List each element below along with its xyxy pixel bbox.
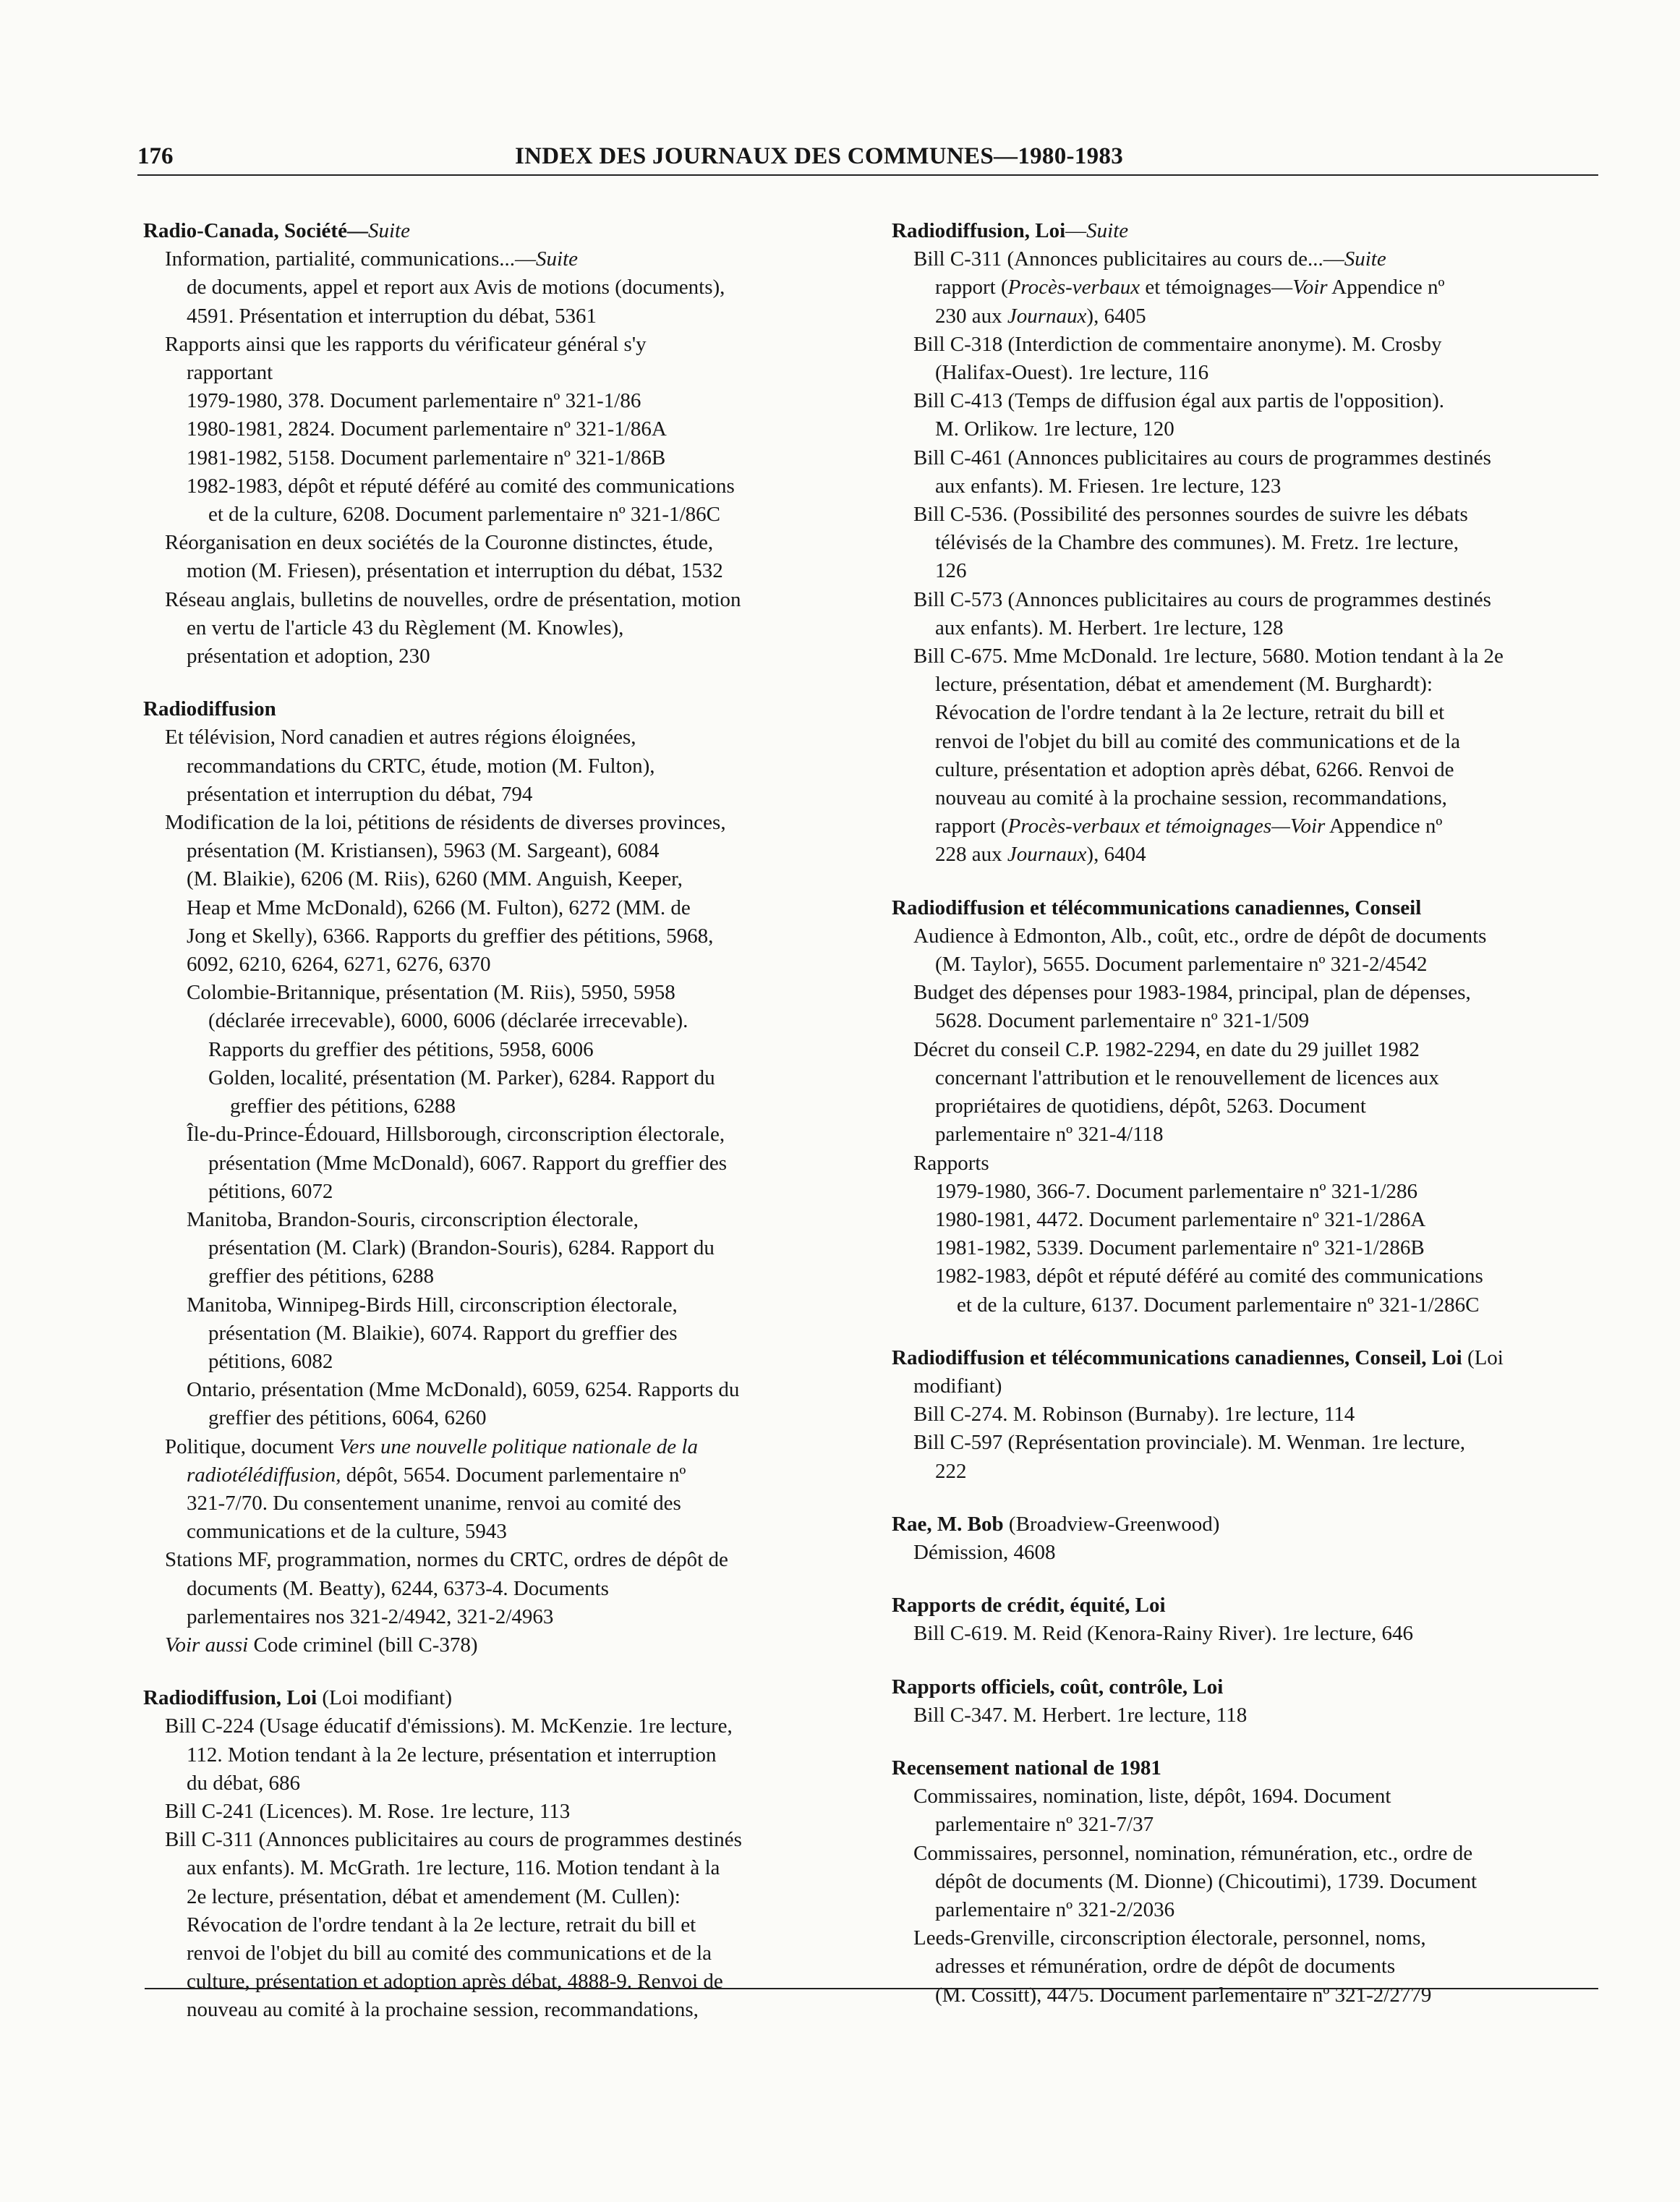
entry-heading [892, 1754, 1615, 1782]
entry-line [892, 302, 1615, 331]
text-run: 6092, 6210, 6264, 6271, 6276, 6370 [187, 953, 491, 977]
text-run: Réorganisation en deux sociétés de la Couronne distinctes, étude, [165, 531, 714, 555]
text-run: Procès-verbaux [1007, 276, 1140, 299]
entry-line [892, 1620, 1615, 1648]
entry-line [892, 671, 1615, 699]
entry-line [892, 1840, 1615, 1868]
text-run: 222 [935, 1459, 967, 1483]
entry-line [892, 1291, 1615, 1319]
entry-line [892, 557, 1615, 585]
entry-line [892, 951, 1615, 979]
text-run: Voir aussi [165, 1633, 249, 1657]
text-run: présentation (M. Blaikie), 6074. Rapport du greffier des [208, 1321, 678, 1345]
text-run: Rapports du greffier des pétitions, 5958, 6006 [208, 1037, 594, 1061]
entry-line [143, 1854, 866, 1882]
entry-line [143, 359, 866, 387]
text-run: télévisés de la Chambre des communes). M. Fretz. 1re lecture, [935, 531, 1459, 555]
entry-line [892, 331, 1615, 359]
entry-heading [143, 1684, 866, 1712]
entry-line [143, 1798, 866, 1826]
entry-line [143, 865, 866, 893]
entry-line [143, 1007, 866, 1035]
entry-line [143, 1489, 866, 1518]
text-run: Suite [367, 219, 410, 242]
text-run: Bill C-573 (Annonces publicitaires au cours de programmes destinés [913, 587, 1491, 611]
text-run: 4591. Présentation et interruption du débat, 5361 [187, 304, 597, 328]
text-run: et de la culture, 6137. Document parlementaire nº 321-1/286C [957, 1293, 1480, 1317]
entry-line [892, 1007, 1615, 1035]
entry-line [143, 1206, 866, 1234]
text-run: Appendice nº [1325, 815, 1443, 838]
entry-line [143, 1968, 866, 1996]
entry-line [143, 1546, 866, 1574]
text-run: Commissaires, nomination, liste, dépôt, 1694. Document [913, 1785, 1391, 1808]
text-run: Bill C-413 (Temps de diffusion égal aux partis de l'opposition). [913, 389, 1445, 413]
entry-line [892, 1234, 1615, 1262]
entry-line [143, 837, 866, 865]
entry-line [892, 529, 1615, 557]
text-run: Bill C-311 (Annonces publicitaires au cours de...— [913, 247, 1344, 271]
text-run: adresses et rémunération, ordre de dépôt de documents [935, 1955, 1396, 1978]
text-run: (M. Cossitt), 4475. Document parlementaire nº 321-2/2779 [935, 1983, 1432, 2007]
entry-line [143, 752, 866, 781]
text-run: Suite [536, 247, 579, 271]
text-run: culture, présentation et adoption après débat, 4888-9. Renvoi de [187, 1970, 723, 1994]
text-run: (Halifax-Ouest). 1re lecture, 116 [935, 361, 1209, 385]
index-entry [892, 1591, 1615, 1648]
entry-line [892, 979, 1615, 1007]
entry-line [143, 529, 866, 557]
text-run: en vertu de l'article 43 du Règlement (M. Knowles), [187, 616, 624, 639]
entry-line [143, 245, 866, 273]
text-run: Procès-verbaux et témoignages—Voir [1007, 815, 1326, 838]
running-title: INDEX DES JOURNAUX DES COMMUNES—1980-1983 [515, 143, 1124, 169]
text-run: documents (M. Beatty), 6244, 6373-4. Documents [187, 1576, 609, 1600]
index-entry [892, 894, 1615, 1319]
index-entry [143, 217, 866, 671]
index-column-left [143, 217, 866, 2049]
entry-line [143, 922, 866, 951]
entry-line [892, 1868, 1615, 1896]
text-run: 1981-1982, 5158. Document parlementaire nº 321-1/86B [187, 446, 666, 469]
entry-line [892, 273, 1615, 302]
text-run: ), 6404 [1086, 843, 1146, 867]
entry-line [892, 1539, 1615, 1567]
text-run: Golden, localité, présentation (M. Parker), 6284. Rapport du [208, 1066, 715, 1089]
text-run: Journaux [1007, 843, 1087, 867]
entry-line [892, 1924, 1615, 1952]
entry-line [892, 501, 1615, 529]
text-run: 1979-1980, 366-7. Document parlementaire nº 321-1/286 [935, 1179, 1417, 1203]
entry-line [892, 1811, 1615, 1839]
text-run: Vers une nouvelle politique nationale de la [338, 1434, 698, 1458]
index-entry [892, 1754, 1615, 2010]
text-run: (Loi [1462, 1346, 1504, 1369]
entry-line [892, 1036, 1615, 1064]
entry-line [143, 1518, 866, 1546]
text-run: Rapports de crédit, équité, Loi [892, 1594, 1166, 1618]
entry-line [143, 1433, 866, 1461]
index-entry [892, 1673, 1615, 1730]
text-run: Ontario, présentation (Mme McDonald), 6059, 6254. Rapports du [187, 1378, 740, 1402]
page-number: 176 [137, 143, 174, 169]
entry-line [892, 1952, 1615, 1981]
entry-heading [143, 217, 866, 245]
entry-line [143, 586, 866, 614]
text-run: rapport ( [935, 815, 1008, 838]
entry-line [143, 1461, 866, 1489]
text-run: pétitions, 6082 [208, 1349, 333, 1373]
text-run: 1979-1980, 378. Document parlementaire nº 321-1/86 [187, 389, 641, 413]
entry-line [143, 387, 866, 415]
entry-line [143, 1149, 866, 1178]
entry-line [892, 1400, 1615, 1429]
text-run: Heap et Mme McDonald), 6266 (M. Fulton), 6272 (MM. de [187, 896, 691, 919]
index-entry [143, 695, 866, 1659]
text-run: parlementaire nº 321-4/118 [935, 1123, 1164, 1147]
text-run: présentation et interruption du débat, 794 [187, 782, 533, 806]
text-run: de documents, appel et report aux Avis de motions (documents), [187, 276, 725, 299]
entry-line [892, 699, 1615, 727]
text-run: Bill C-347. M. Herbert. 1re lecture, 118 [913, 1703, 1248, 1727]
entry-line [143, 809, 866, 837]
text-run: Budget des dépenses pour 1983-1984, principal, plan de dépenses, [913, 981, 1471, 1005]
text-run: M. Orlikow. 1re lecture, 120 [935, 417, 1174, 441]
text-run: présentation (M. Kristiansen), 5963 (M. Sargeant), 6084 [187, 839, 660, 863]
entry-line [143, 1911, 866, 1939]
entry-line [143, 1404, 866, 1432]
entry-line [892, 415, 1615, 443]
text-run: et témoignages— [1140, 276, 1293, 299]
text-run: parlementaire nº 321-2/2036 [935, 1897, 1175, 1921]
entry-line [143, 951, 866, 979]
entry-line [892, 614, 1615, 642]
text-run: 2e lecture, présentation, débat et amendement (M. Cullen): [187, 1884, 681, 1908]
text-run: culture, présentation et adoption après débat, 6266. Renvoi de [935, 757, 1454, 781]
text-run: présentation (Mme McDonald), 6067. Rapport du greffier des [208, 1151, 728, 1175]
entry-line [143, 1262, 866, 1291]
text-run: Colombie-Britannique, présentation (M. Riis), 5950, 5958 [187, 981, 675, 1005]
entry-line [143, 444, 866, 472]
index-entry [892, 217, 1615, 870]
text-run: Modification de la loi, pétitions de résidents de diverses provinces, [165, 811, 726, 835]
entry-line [143, 1883, 866, 1911]
text-run: Manitoba, Winnipeg-Birds Hill, circonscription électorale, [187, 1293, 678, 1317]
text-run: Voir [1292, 276, 1328, 299]
entry-line [892, 784, 1615, 812]
text-run: Radiodiffusion et télécommunications canadiennes, Conseil [892, 896, 1422, 919]
entry-line [892, 387, 1615, 415]
text-run: renvoi de l'objet du bill au comité des communications et de la [935, 729, 1461, 753]
text-run: propriétaires de quotidiens, dépôt, 5263. Document [935, 1094, 1366, 1118]
text-run: 321-7/70. Du consentement unanime, renvoi au comité des [187, 1491, 681, 1515]
text-run: Rapports ainsi que les rapports du vérificateur général s'y [165, 332, 647, 356]
entry-line [892, 1092, 1615, 1121]
entry-line [143, 1603, 866, 1631]
text-run: 1980-1981, 4472. Document parlementaire nº 321-1/286A [935, 1207, 1426, 1231]
text-run: motion (M. Friesen), présentation et interruption du débat, 1532 [187, 559, 723, 583]
text-run: renvoi de l'objet du bill au comité des communications et de la [187, 1941, 712, 1965]
entry-line [143, 1741, 866, 1769]
text-run: Bill C-461 (Annonces publicitaires au cours de programmes destinés [913, 446, 1491, 469]
text-run: Bill C-241 (Licences). M. Rose. 1re lecture, 113 [165, 1799, 571, 1823]
text-run: Bill C-536. (Possibilité des personnes sourdes de suivre les débats [913, 503, 1468, 527]
text-run: Bill C-597 (Représentation provinciale). M. Wenman. 1re lecture, [913, 1431, 1465, 1455]
text-run: Bill C-318 (Interdiction de commentaire anonyme). M. Crosby [913, 332, 1442, 356]
text-run: 5628. Document parlementaire nº 321-1/509 [935, 1009, 1310, 1033]
entry-line [143, 331, 866, 359]
entry-line [143, 1631, 866, 1659]
entry-line [892, 1372, 1615, 1400]
text-run: Information, partialité, communications...— [165, 247, 537, 271]
entry-line [892, 1896, 1615, 1924]
entry-line [143, 1712, 866, 1740]
entry-line [143, 1996, 866, 2024]
entry-line [143, 1826, 866, 1854]
entry-line [892, 586, 1615, 614]
index-entry [892, 1510, 1615, 1567]
text-run: et de la culture, 6208. Document parlementaire nº 321-1/86C [208, 503, 720, 527]
index-entry [143, 1684, 866, 2024]
text-run: présentation et adoption, 230 [187, 645, 430, 668]
index-column-right [892, 217, 1615, 2034]
text-run: dépôt, 5654. Document parlementaire nº [341, 1463, 686, 1487]
entry-line [892, 922, 1615, 951]
text-run: radiotélédiffusion, [187, 1463, 341, 1487]
text-run: Radiodiffusion, Loi [892, 219, 1066, 242]
text-run: 112. Motion tendant à la 2e lecture, présentation et interruption [187, 1743, 717, 1767]
entry-line [892, 1149, 1615, 1178]
entry-heading [892, 1591, 1615, 1620]
text-run: parlementaire nº 321-7/37 [935, 1813, 1154, 1837]
entry-line [892, 245, 1615, 273]
text-run: pétitions, 6072 [208, 1179, 333, 1203]
entry-heading [892, 1673, 1615, 1701]
text-run: Et télévision, Nord canadien et autres régions éloignées, [165, 726, 636, 749]
entry-heading [143, 695, 866, 723]
text-run: lecture, présentation, débat et amendement (M. Burghardt): [935, 673, 1433, 697]
entry-line [143, 1376, 866, 1404]
text-run: Radiodiffusion et télécommunications canadiennes, Conseil, Loi [892, 1346, 1462, 1369]
text-run: ), 6405 [1086, 304, 1146, 328]
text-run: Suite [1344, 247, 1386, 271]
text-run: Suite [1086, 219, 1129, 242]
text-run: Jong et Skelly), 6366. Rapports du greffier des pétitions, 5968, [187, 924, 714, 948]
entry-line [143, 415, 866, 443]
text-run: présentation (M. Clark) (Brandon-Souris), 6284. Rapport du [208, 1236, 715, 1260]
text-run: 1982-1983, dépôt et réputé déféré au comité des communications [187, 474, 735, 498]
entry-line [143, 557, 866, 585]
text-run: Manitoba, Brandon-Souris, circonscription électorale, [187, 1207, 639, 1231]
entry-line [892, 1701, 1615, 1730]
entry-line [892, 756, 1615, 784]
text-run: greffier des pétitions, 6288 [208, 1264, 434, 1288]
entry-line [892, 1121, 1615, 1149]
text-run: recommandations du CRTC, étude, motion (M. Fulton), [187, 754, 655, 778]
text-run: Rapports [913, 1151, 989, 1175]
entry-line [892, 1782, 1615, 1811]
text-run: aux enfants). M. McGrath. 1re lecture, 116. Motion tendant à la [187, 1856, 720, 1880]
entry-line [892, 841, 1615, 869]
entry-heading [892, 1510, 1615, 1539]
text-run: aux enfants). M. Friesen. 1re lecture, 123 [935, 474, 1282, 498]
text-run: modifiant) [913, 1374, 1002, 1398]
text-run: 126 [935, 559, 967, 583]
index-entry [892, 1344, 1615, 1486]
text-run: rapportant [187, 361, 273, 385]
text-run: nouveau au comité à la prochaine session, recommandations, [935, 786, 1447, 810]
text-run: Bill C-311 (Annonces publicitaires au cours de programmes destinés [165, 1828, 742, 1852]
entry-line [143, 1291, 866, 1319]
entry-line [892, 359, 1615, 387]
entry-line [143, 614, 866, 642]
entry-heading [892, 894, 1615, 922]
text-run: Bill C-224 (Usage éducatif d'émissions). M. McKenzie. 1re lecture, [165, 1714, 733, 1738]
entry-line [143, 302, 866, 331]
entry-line [143, 1064, 866, 1092]
text-run: Audience à Edmonton, Alb., coût, etc., ordre de dépôt de documents [913, 924, 1487, 948]
text-run: Leeds-Grenville, circonscription électorale, personnel, noms, [913, 1926, 1426, 1950]
entry-line [143, 1348, 866, 1376]
text-run: Rae, M. Bob [892, 1512, 1004, 1536]
text-run: Révocation de l'ordre tendant à la 2e lecture, retrait du bill et [935, 701, 1445, 725]
text-run: Code criminel (bill C-378) [248, 1633, 478, 1657]
text-run: communications et de la culture, 5943 [187, 1520, 507, 1544]
entry-line [143, 1036, 866, 1064]
entry-line [143, 723, 866, 752]
text-run: concernant l'attribution et le renouvellement de licences aux [935, 1066, 1439, 1089]
entry-line [143, 1939, 866, 1968]
entry-line [892, 642, 1615, 671]
text-run: Rapports officiels, coût, contrôle, Loi [892, 1675, 1224, 1699]
entry-line [143, 1178, 866, 1206]
entry-line [143, 1575, 866, 1603]
text-run: Radiodiffusion, Loi [143, 1686, 317, 1710]
text-run: Démission, 4608 [913, 1540, 1056, 1564]
text-run: Radio-Canada, Société [143, 219, 347, 242]
entry-line [143, 1319, 866, 1348]
entry-line [143, 1234, 866, 1262]
text-run: nouveau au comité à la prochaine session, recommandations, [187, 1998, 699, 2022]
text-run: (déclarée irrecevable), 6000, 6006 (déclarée irrecevable). [208, 1009, 688, 1033]
entry-line [143, 781, 866, 809]
entry-line [892, 1178, 1615, 1206]
entry-line [892, 472, 1615, 501]
text-run: — [1065, 219, 1087, 242]
header-rule [137, 174, 1598, 176]
entry-line [143, 979, 866, 1007]
text-run: Décret du conseil C.P. 1982-2294, en date du 29 juillet 1982 [913, 1037, 1420, 1061]
text-run: Recensement national de 1981 [892, 1756, 1161, 1780]
text-run: 1982-1983, dépôt et réputé déféré au comité des communications [935, 1264, 1483, 1288]
text-run: 228 aux [935, 843, 1007, 867]
text-run: greffier des pétitions, 6288 [230, 1094, 456, 1118]
text-run: Politique, document [165, 1434, 339, 1458]
entry-line [892, 812, 1615, 841]
entry-line [143, 472, 866, 501]
text-run: Journaux [1007, 304, 1087, 328]
text-run: Appendice nº [1327, 276, 1445, 299]
text-run: 1980-1981, 2824. Document parlementaire nº 321-1/86A [187, 417, 667, 441]
text-run: Stations MF, programmation, normes du CRTC, ordres de dépôt de [165, 1548, 728, 1572]
text-run: rapport ( [935, 276, 1008, 299]
entry-line [143, 1121, 866, 1149]
text-run: — [346, 219, 368, 242]
footer-rule [145, 1988, 1598, 1989]
text-run: (Broadview-Greenwood) [1003, 1512, 1220, 1536]
entry-line [143, 273, 866, 302]
entry-line [892, 728, 1615, 756]
entry-line [892, 1064, 1615, 1092]
text-run: (Loi modifiant) [317, 1686, 452, 1710]
entry-heading [892, 1344, 1615, 1372]
text-run: parlementaires nos 321-2/4942, 321-2/4963 [187, 1604, 554, 1628]
entry-line [143, 642, 866, 671]
text-run: (M. Blaikie), 6206 (M. Riis), 6260 (MM. Anguish, Keeper, [187, 867, 683, 891]
text-run: Radiodiffusion [143, 697, 276, 721]
entry-line [892, 1429, 1615, 1457]
text-run: 1981-1982, 5339. Document parlementaire nº 321-1/286B [935, 1236, 1425, 1260]
page-header [137, 143, 1598, 175]
text-run: Révocation de l'ordre tendant à la 2e lecture, retrait du bill et [187, 1913, 696, 1937]
entry-line [892, 1981, 1615, 2010]
entry-line [143, 501, 866, 529]
entry-line [143, 894, 866, 922]
entry-line [143, 1769, 866, 1798]
text-run: dépôt de documents (M. Dionne) (Chicoutimi), 1739. Document [935, 1869, 1478, 1893]
text-run: Commissaires, personnel, nomination, rémunération, etc., ordre de [913, 1841, 1473, 1865]
text-run: Réseau anglais, bulletins de nouvelles, ordre de présentation, motion [165, 587, 741, 611]
entry-line [892, 444, 1615, 472]
text-run: 230 aux [935, 304, 1007, 328]
entry-line [892, 1262, 1615, 1291]
text-run: (M. Taylor), 5655. Document parlementaire nº 321-2/4542 [935, 953, 1428, 977]
text-run: Bill C-675. Mme McDonald. 1re lecture, 5680. Motion tendant à la 2e [913, 645, 1504, 668]
text-run: Île-du-Prince-Édouard, Hillsborough, circonscription électorale, [187, 1123, 725, 1147]
entry-line [143, 1092, 866, 1121]
text-run: Bill C-274. M. Robinson (Burnaby). 1re lecture, 114 [913, 1403, 1355, 1427]
entry-heading [892, 217, 1615, 245]
entry-line [892, 1206, 1615, 1234]
entry-line [892, 1458, 1615, 1486]
text-run: du débat, 686 [187, 1771, 301, 1795]
text-run: Bill C-619. M. Reid (Kenora-Rainy River). 1re lecture, 646 [913, 1622, 1414, 1646]
text-run: aux enfants). M. Herbert. 1re lecture, 128 [935, 616, 1284, 639]
text-run: greffier des pétitions, 6064, 6260 [208, 1406, 487, 1430]
